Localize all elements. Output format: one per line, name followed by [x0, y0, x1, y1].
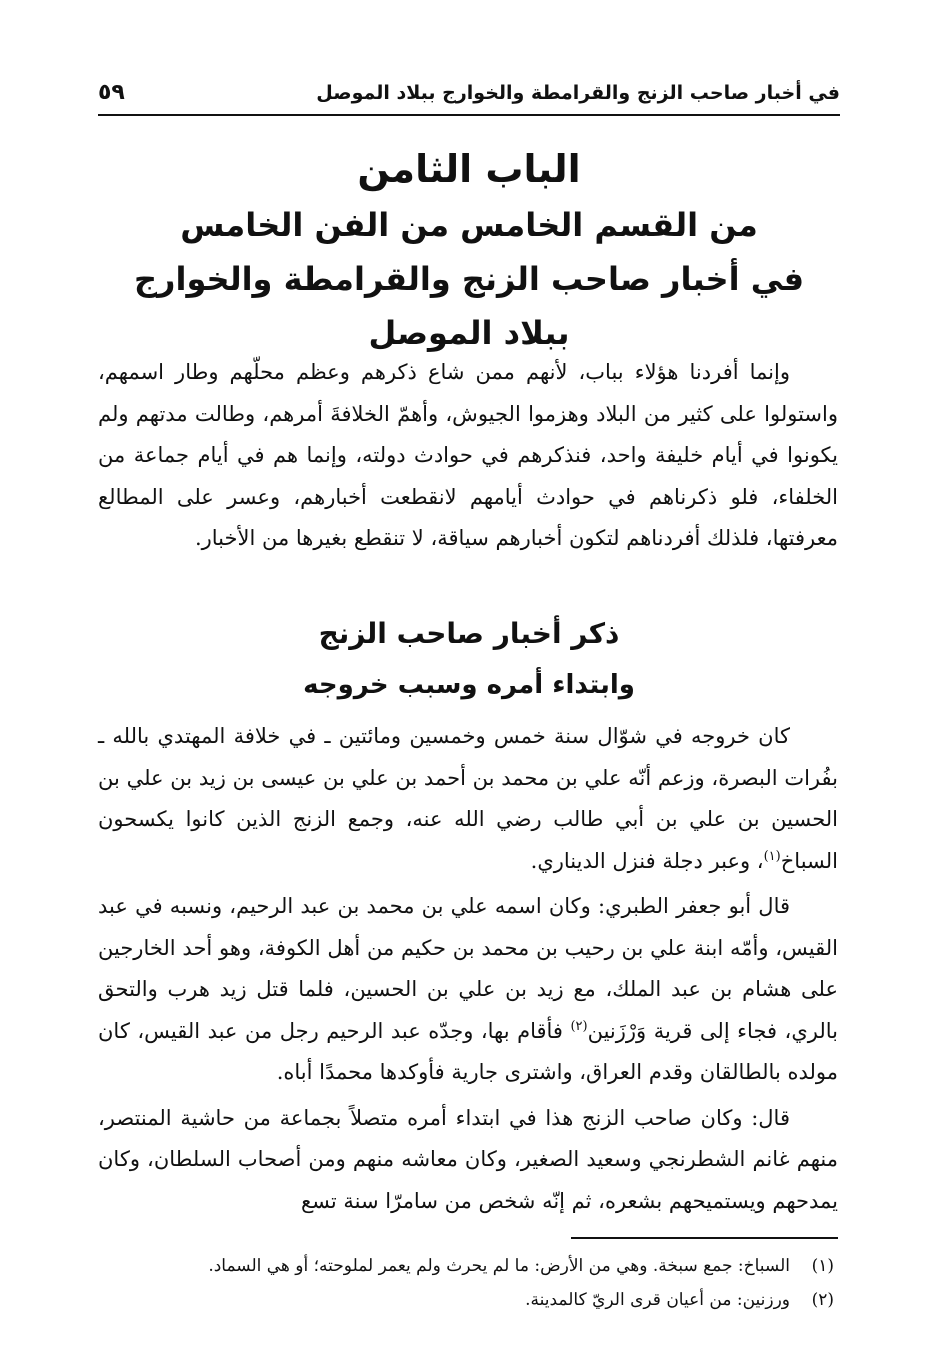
section-subtitle: وابتداء أمره وسبب خروجه [303, 670, 635, 700]
paragraph-1-end: ، وعبر دجلة فنزل الديناري. [530, 848, 764, 873]
paragraph-2-text: قال أبو جعفر الطبري: وكان اسمه علي بن محمد بن عبد الرحيم، ونسبه في عبد القيس، وأمّه ابنة علي بن رحيب بن محمد بن حكيم من أهل الكوفة، وهو أحد الخارجين على هشام بن عبد الملك، مع زيد بن علي بن الحسين، فلما قتل زيد هرب والتحق بالري، فجاء إلى قرية وَرْزَنين [98, 894, 838, 1043]
footnote-marker: (٢) [811, 1290, 834, 1310]
chapter-heading [98, 140, 840, 360]
paragraph-1 [98, 716, 838, 882]
footnote-text: السباخ: جمع سبخة. وهي من الأرض: ما لم يحرث ولم يعمر لملوحته؛ أو هي السماد. [208, 1256, 790, 1276]
chapter-subtitle-topic: في أخبار صاحب الزنج والقرامطة والخوارج [133, 260, 805, 298]
running-title: في أخبار صاحب الزنج والقرامطة والخوارج ببلاد الموصل [316, 82, 840, 104]
chapter-subtitle-part: من القسم الخامس من الفن الخامس [180, 206, 758, 244]
paragraph-3: قال: وكان صاحب الزنج هذا في ابتداء أمره متصلاً بجماعة من حاشية المنتصر، منهم غانم الشطرنجي وسعيد الصغير، وكان معاشه منهم ومن أصحاب السلطان، وكان يمدحهم ويستميحهم بشعره، ثم إنّه شخص من سامرّا سنة تسع [98, 1105, 838, 1213]
section-body [98, 716, 838, 1222]
page-number: ٥٩ [98, 80, 125, 105]
footnote-marker: (١) [811, 1256, 834, 1276]
running-header [98, 78, 840, 116]
footnote-ref-1: (١) [763, 848, 781, 864]
chapter-subtitle-place: ببلاد الموصل [368, 314, 570, 352]
intro-text [98, 352, 838, 560]
footnotes [98, 1249, 834, 1317]
paragraph-2-end: فأقام بها، وجدّه عبد الرحيم رجل من عبد القيس، كان مولده بالطالقان وقدم العراق، واشترى جارية فأوكدها محمدًا أباه. [98, 1018, 838, 1084]
chapter-title: الباب الثامن [357, 147, 581, 191]
footnote-2 [98, 1283, 834, 1317]
footnote-ref-2: (٢) [570, 1018, 588, 1034]
paragraph-2 [98, 886, 838, 1094]
footnote-divider [571, 1237, 838, 1239]
footnote-1 [98, 1249, 834, 1283]
section-heading [98, 608, 840, 710]
footnote-text: ورزنين: من أعيان قرى الريّ كالمدينة. [525, 1290, 790, 1310]
paragraph-1-text: كان خروجه في شوّال سنة خمس وخمسين ومائتين ـ في خلافة المهتدي بالله ـ بفُرات البصرة، وزعم أنّه علي بن محمد بن أحمد بن علي بن عيسى بن زيد بن علي بن الحسين بن علي بن أبي طالب رضي الله عنه، وجمع الزنج الذين كانوا يكسحون السباخ [98, 724, 838, 873]
intro-paragraph: وإنما أفردنا هؤلاء بباب، لأنهم ممن شاع ذكرهم وعظم محلّهم وطار اسمهم، واستولوا على كثير من البلاد وهزموا الجيوش، وأهمّ الخلافةَ أمرهم، وطالت مدتهم ولم يكونوا في أيام خليفة واحد، فنذكرهم في حوادث دولته، وإنما هم في أيام جماعة من الخلفاء، فلو ذكرناهم في حوادث أيامهم لانقطعت أخبارهم، وعسر على المطالع معرفتها، فلذلك أفردناهم لتكون أخبارهم سياقة، لا تنقطع بغيرها من الأخبار. [98, 360, 838, 550]
section-title: ذكر أخبار صاحب الزنج [318, 617, 620, 650]
